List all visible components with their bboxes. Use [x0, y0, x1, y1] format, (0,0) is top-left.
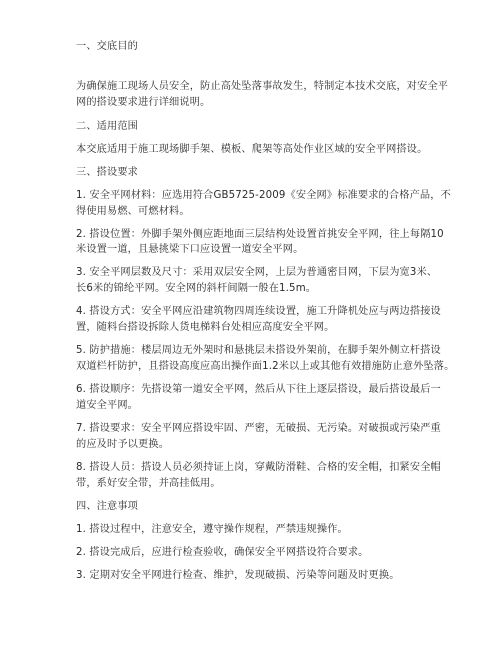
- paragraph-line: 的应及时予以更换。: [76, 439, 170, 450]
- paragraph-line: 带，系好安全带，并高挂低用。: [76, 478, 221, 489]
- paragraph-line: 网的搭设要求进行详细说明。: [76, 97, 211, 108]
- section-heading: 三、搭设要求: [76, 167, 139, 178]
- section-heading: 四、注意事项: [76, 501, 139, 512]
- paragraph-line: 1. 搭设过程中，注意安全，遵守操作规程，严禁违规操作。: [76, 524, 348, 535]
- paragraph-line: 3. 定期对安全平网进行检查、维护，发现破损、污染等问题及时更换。: [76, 570, 400, 581]
- paragraph-line: 4. 搭设方式：安全平网应沿建筑物四周连续设置，施工升降机处应与两边搭接设: [76, 306, 441, 317]
- paragraph-line: 道安全平网。: [76, 400, 139, 411]
- section-heading: 一、交底目的: [76, 41, 139, 52]
- paragraph-line: 双道栏杆防护，且搭设高度应高出操作面1.2米以上或其他有效措施防止意外坠落。: [76, 361, 455, 372]
- paragraph-line: 2. 搭设完成后，应进行检查验收，确保安全平网搭设符合要求。: [76, 547, 369, 558]
- paragraph-line: 得使用易燃、可燃材料。: [76, 206, 190, 217]
- paragraph-line: 8. 搭设人员：搭设人员必须持证上岗，穿戴防滑鞋、合格的安全帽，扣紧安全帽: [76, 462, 441, 473]
- paragraph-line: 长6米的锦纶平网。安全网的斜杆间隔一般在1.5m。: [76, 283, 317, 294]
- paragraph-line: 2. 搭设位置：外脚手架外侧应距地面三层结构处设置首挑安全平网，往上每隔10: [76, 229, 444, 240]
- paragraph-line: 6. 搭设顺序：先搭设第一道安全平网，然后从下往上逐层搭设，最后搭设最后一: [76, 384, 441, 395]
- paragraph-line: 3. 安全平网层数及尺寸：采用双层安全网，上层为普通密目网，下层为宽3米、: [76, 267, 438, 278]
- section-heading: 二、适用范围: [76, 121, 139, 132]
- paragraph-line: 本交底适用于施工现场脚手架、模板、爬架等高处作业区域的安全平网搭设。: [76, 144, 428, 155]
- paragraph-line: 5. 防护措施：楼层周边无外架时和悬挑层未搭设外架前，在脚手架外侧立杆搭设: [76, 345, 441, 356]
- paragraph-line: 米设置一道，且悬挑梁下口应设置一道安全平网。: [76, 244, 304, 255]
- paragraph-line: 1. 安全平网材料：应选用符合GB5725-2009《安全网》标准要求的合格产品，不: [76, 190, 451, 201]
- paragraph-line: 置，随料台搭设拆除人货电梯料台处相应高度安全平网。: [76, 322, 335, 333]
- paragraph-line: 7. 搭设要求：安全平网应搭设牢固、严密，无破损、无污染。对破损或污染严重: [76, 423, 441, 434]
- paragraph-line: 为确保施工现场人员安全，防止高处坠落事故发生，特制定本技术交底，对安全平: [76, 81, 449, 92]
